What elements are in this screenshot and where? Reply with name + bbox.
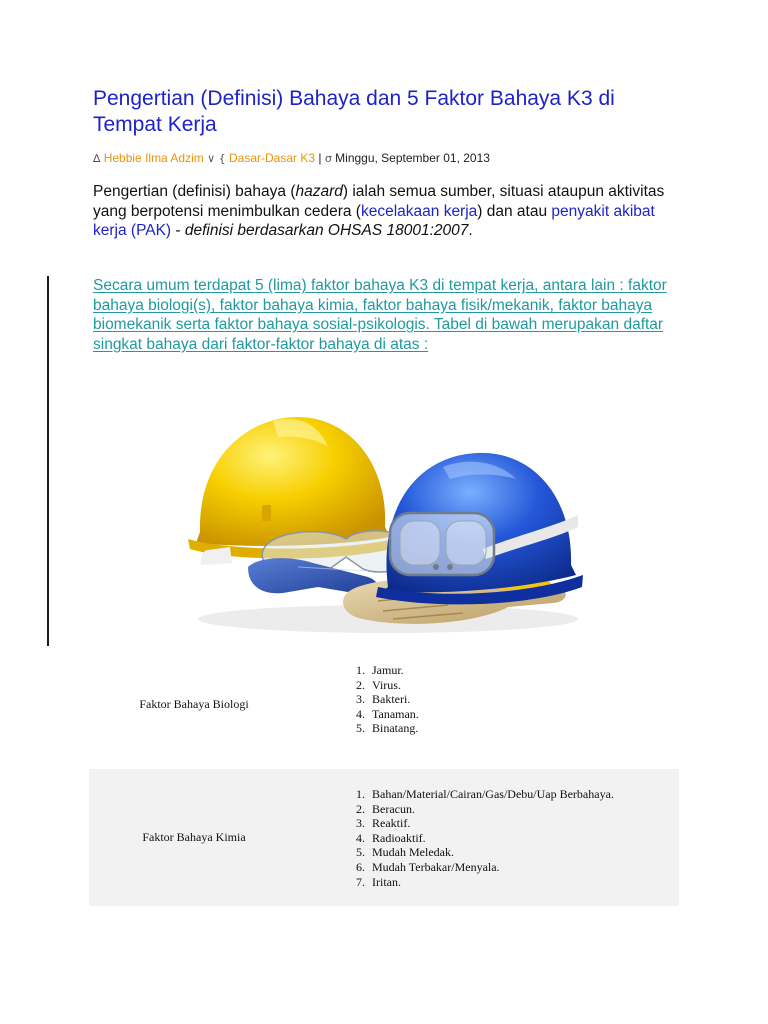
hazard-term: hazard <box>295 183 343 200</box>
safety-helmets-image <box>178 387 591 647</box>
table-row-biologi <box>89 655 679 753</box>
list-item: 3. Bakteri. <box>356 692 411 707</box>
list-item: 4. Radioaktif. <box>356 830 426 845</box>
intro-text-5: . <box>468 222 473 239</box>
list-item: 5. Mudah Meledak. <box>356 845 454 860</box>
intro-text-2: ) ialah semua sumber, situasi ataupun aktivitas yang berpotensi menimbulkan cedera ( <box>93 183 665 220</box>
quote-bar <box>47 276 49 646</box>
list-item: 6. Mudah Terbakar/Menyala. <box>356 859 500 874</box>
meta-separator: | <box>318 151 322 165</box>
label-link[interactable]: Dasar-Dasar K3 <box>228 151 316 165</box>
intro-text-3: ) dan atau <box>477 202 552 220</box>
definition-source: definisi berdasarkan OHSAS 18001:2007 <box>184 222 469 239</box>
list-item: 2. Virus. <box>356 677 401 692</box>
goggles <box>390 513 494 575</box>
link-kecelakaan-kerja[interactable]: kecelakaan kerja <box>360 202 478 220</box>
list-item: 1. Jamur. <box>356 663 404 677</box>
post-title[interactable]: Pengertian (Definisi) Bahaya dan 5 Faktor Bahaya K3 di Tempat Kerja <box>93 87 615 136</box>
list-item: 2. Beracun. <box>356 801 415 816</box>
label-icon: ∨ { <box>207 152 226 165</box>
table-row-kimia <box>89 769 679 906</box>
category-kimia: Faktor Bahaya Kimia <box>142 830 246 844</box>
author-icon: ∆ <box>93 152 101 165</box>
post-date: Minggu, September 01, 2013 <box>335 151 490 165</box>
hazard-list-kimia <box>341 787 614 889</box>
author-link[interactable]: Hebbie Ilma Adzim <box>103 151 204 165</box>
helmets-illustration <box>178 387 591 647</box>
intro-paragraph <box>93 182 683 241</box>
list-item: 1. Bahan/Material/Cairan/Gas/Debu/Uap Berbahaya. <box>356 787 614 801</box>
clock-icon: σ <box>324 152 332 165</box>
list-item: 5. Binatang. <box>356 721 419 736</box>
intro-text-1: Pengertian (definisi) bahaya ( <box>93 183 296 200</box>
hazard-list-biologi <box>341 663 419 736</box>
list-item: 4. Tanaman. <box>356 706 419 721</box>
list-item: 3. Reaktif. <box>356 816 411 831</box>
summary-link[interactable]: Secara umum terdapat 5 (lima) faktor bahaya K3 di tempat kerja, antara lain : faktor bahaya biologi(s), faktor bahaya kimia, faktor bahaya fisik/mekanik, faktor bahaya biomekanik serta faktor bahaya sosial-psikologis. Tabel di bawah merupakan daftar singkat bahaya dari faktor-faktor bahaya di atas : <box>93 277 667 353</box>
link-penyakit-akibat-kerja[interactable]: penyakit akibat kerja (PAK) <box>93 202 655 239</box>
post-meta <box>93 151 490 165</box>
category-biologi: Faktor Bahaya Biologi <box>139 696 249 711</box>
list-item: 7. Iritan. <box>356 874 401 889</box>
intro-text-4: - <box>171 222 185 239</box>
